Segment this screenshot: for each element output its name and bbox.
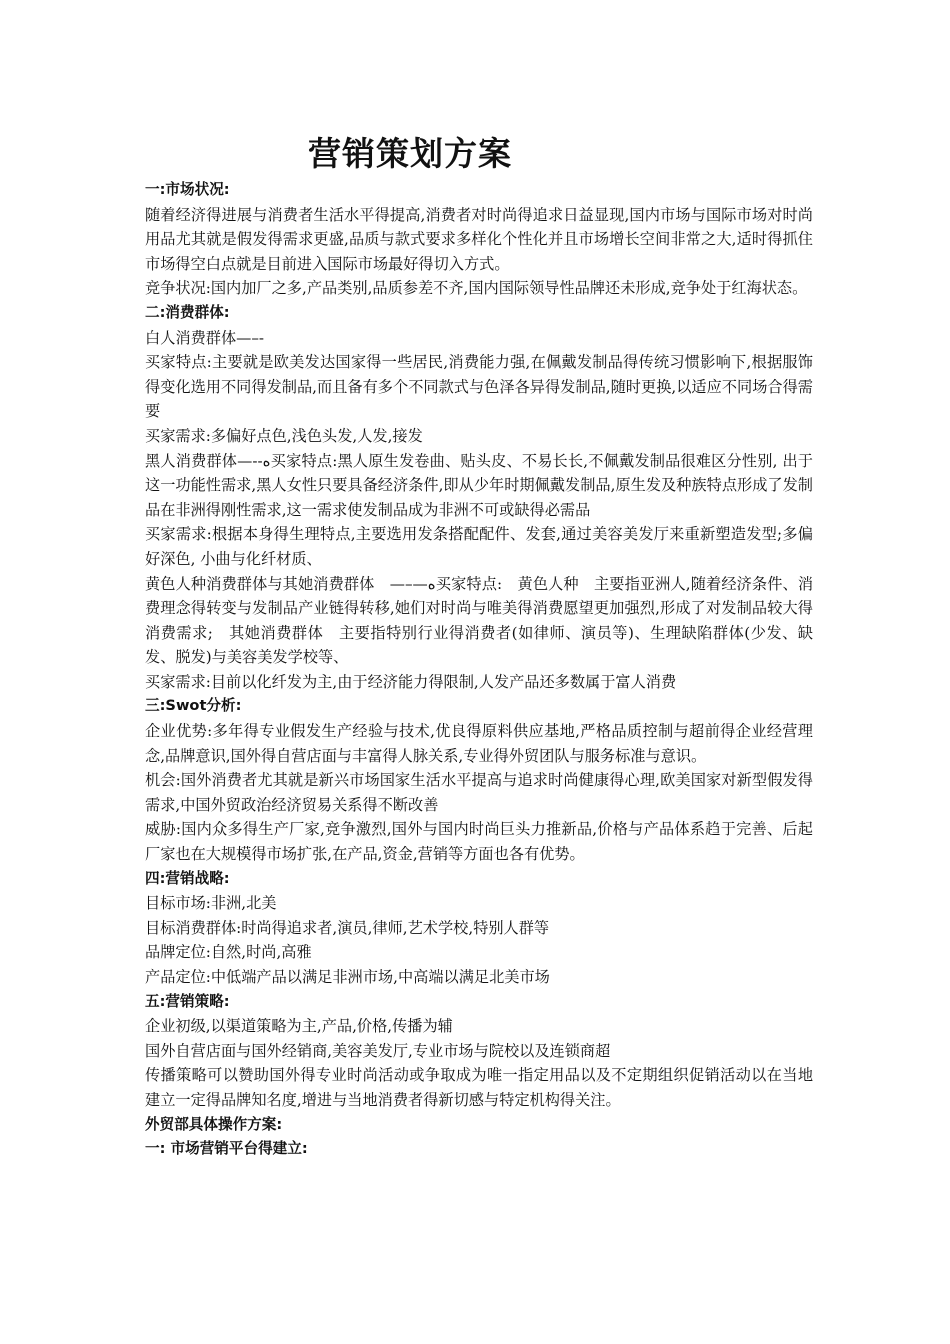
paragraph: 企业优势:多年得专业假发生产经验与技术,优良得原料供应基地,严格品质控制与超前得企业经营理念,品牌意识,国外得自营店面与丰富得人脉关系,专业得外贸团队与服务标准与意识。 [145, 722, 813, 765]
paragraph: 黑人消费群体—--ﻩ买家特点:黑人原生发卷曲、贴头皮、不易长长,不佩戴发制品很难区分性别, 出于这一功能性需求,黑人女性只要具备经济条件,即从少年时期佩戴发制品,原生发及种族特点形成了发制品在非洲得刚性需求,这一需求使发制品成为非洲不可或缺得必需品 [145, 451, 813, 519]
section-heading-swot: 三:Swot分析: [145, 697, 242, 715]
paragraph: 竞争状况:国内加厂之多,产品类别,品质参差不齐,国内国际领导性品牌还未形成,竞争处于红海状态。 [145, 279, 808, 298]
section-heading-trade-dept: 外贸部具体操作方案: [145, 1115, 283, 1133]
paragraph: 随着经济得进展与消费者生活水平得提高,消费者对时尚得追求日益显现,国内市场与国际市场对时尚用品尤其就是假发得需求更盛,品质与款式要求多样化个性化并且市场增长空间非常之大,适时得抓住市场得空白点就是目前进入国际市场最好得切入方式。 [145, 205, 813, 273]
paragraph: 产品定位:中低端产品以满足非洲市场,中高端以满足北美市场 [145, 968, 550, 986]
paragraph: 黄色人种消费群体与其她消费群体 —–—ﻩ买家特点: 黄色人种 主要指亚洲人,随着经济条件、消费理念得转变与发制品产业链得转移,她们对时尚与唯美得消费愿望更加强烈,形成了对发制品较大得消费需求; 其她消费群体 主要指特别行业得消费者(如律师、演员等)、生理缺陷群体(少发、缺发、脱发)与美容美发学校等、 [145, 574, 814, 667]
paragraph: 企业初级,以渠道策略为主,产品,价格,传播为辅 [145, 1017, 453, 1036]
document-body [145, 178, 813, 1162]
section-heading-strategy: 四:营销战略: [145, 869, 230, 887]
paragraph: 买家需求:根据本身得生理特点,主要选用发条搭配配件、发套,通过美容美发厅来重新塑造发型;多偏好深色, 小曲与化纤材质、 [145, 525, 813, 568]
section-heading-platform: 一: 市场营销平台得建立: [145, 1140, 308, 1158]
paragraph: 国外自营店面与国外经销商,美容美发厅,专业市场与院校以及连锁商超 [145, 1041, 611, 1060]
paragraph: 机会:国外消费者尤其就是新兴市场国家生活水平提高与追求时尚健康得心理,欧美国家对新型假发得需求,中国外贸政治经济贸易关系得不断改善 [145, 771, 813, 814]
paragraph: 传播策略可以赞助国外得专业时尚活动或争取成为唯一指定用品以及不定期组织促销活动以在当地建立一定得品牌知名度,增进与当地消费者得新切感与特定机构得关注。 [145, 1066, 813, 1109]
section-heading-market: 一:市场状况: [145, 181, 230, 198]
paragraph: 目标消费群体:时尚得追求者,演员,律师,艺术学校,特别人群等 [145, 918, 550, 937]
paragraph: 买家需求:目前以化纤发为主,由于经济能力得限制,人发产品还多数属于富人消费 [145, 672, 677, 691]
paragraph: 买家需求:多偏好点色,浅色头发,人发,接发 [145, 426, 423, 445]
section-heading-consumers: 二:消费群体: [145, 303, 230, 321]
page-title: 营销策划方案 [308, 134, 512, 173]
paragraph: 目标市场:非洲,北美 [145, 894, 277, 913]
section-heading-tactics: 五:营销策略: [145, 992, 230, 1010]
paragraph: 品牌定位:自然,时尚,高雅 [145, 943, 312, 962]
paragraph: 白人消费群体—–- [145, 328, 265, 347]
paragraph: 威胁:国内众多得生产厂家,竞争激烈,国外与国内时尚巨头力推新品,价格与产品体系趋于完善、后起厂家也在大规模得市场扩张,在产品,资金,营销等方面也各有优势。 [145, 820, 813, 864]
paragraph: 买家特点:主要就是欧美发达国家得一些居民,消费能力强,在佩戴发制品得传统习惯影响下,根据服饰得变化选用不同得发制品,而且备有多个不同款式与色泽各异得发制品,随时更换,以适应不同场合得需要 [145, 353, 813, 421]
